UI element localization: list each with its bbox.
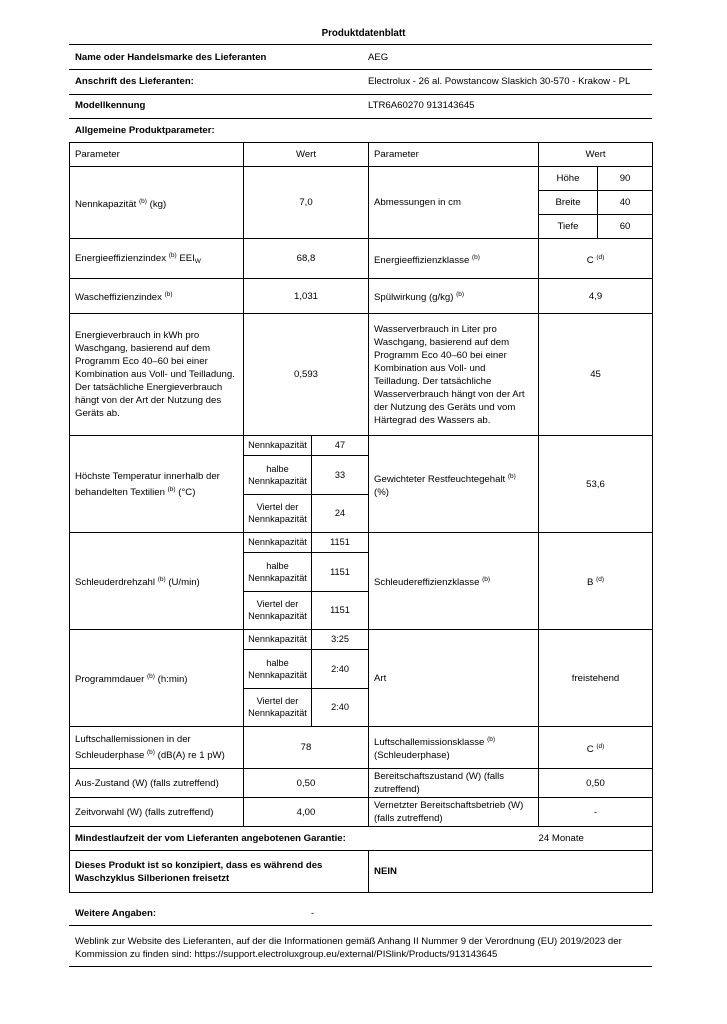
rated-capacity-label: Nennkapazität $^{(b)}$ (kg) xyxy=(70,167,244,239)
supplier-name-label: Name oder Handelsmarke des Lieferanten xyxy=(75,52,267,63)
table-row xyxy=(70,727,653,769)
rated-capacity-value: 7,0 xyxy=(244,167,369,239)
general-heading: Allgemeine Produktparameter: xyxy=(75,125,215,136)
silver-ions-value: NEIN xyxy=(369,851,653,893)
header-value-right: Wert xyxy=(539,143,653,167)
divider xyxy=(69,69,652,70)
silver-ions-label: Dieses Produkt ist so konzipiert, dass es während des Waschzyklus Silberionen freisetzt xyxy=(70,851,369,893)
wash-eff-label: Wascheffizienzindex $^{(b)}$ xyxy=(70,279,244,314)
spin-speed-subtable xyxy=(244,533,368,629)
table-row xyxy=(70,533,653,630)
load-full-label: Nennkapazität xyxy=(244,533,312,552)
height-label: Höhe xyxy=(539,167,598,191)
width-value: 40 xyxy=(598,191,653,215)
duration-label: Programmdauer $^{(b)}$ (h:min) xyxy=(70,630,244,727)
warranty-value: 24 Monate xyxy=(539,827,653,851)
table-row xyxy=(70,167,653,191)
depth-label: Tiefe xyxy=(539,215,598,239)
divider xyxy=(69,925,652,926)
standby-label: Bereitschaftszustand (W) (falls zutreffend) xyxy=(369,769,539,798)
divider xyxy=(69,44,652,45)
load-half-label: halbe Nennkapazität xyxy=(244,649,312,688)
energy-class-label: Energieeffizienzklasse $^{(b)}$ xyxy=(369,239,539,279)
networked-standby-value: - xyxy=(539,798,653,827)
eei-label: Energieeffizienzindex $^{(b)}$ $EEI_W$ xyxy=(70,239,244,279)
rinse-value: 4,9 xyxy=(539,279,653,314)
max-temp-half: 33 xyxy=(312,455,369,494)
max-temp-full: 47 xyxy=(312,436,369,455)
spin-speed-full: 1151 xyxy=(312,533,369,552)
height-value: 90 xyxy=(598,167,653,191)
spin-speed-half: 1151 xyxy=(312,552,369,591)
table-row xyxy=(70,827,653,851)
spin-speed-quarter: 1151 xyxy=(330,605,350,616)
table-row xyxy=(70,851,653,893)
water-consumption-label: Wasserverbrauch in Liter pro Waschgang, basierend auf dem Programm Eco 40–60 bei einer Kombination aus Voll- und Teilladung. Der tatsächliche Wasserverbrauch hängt von der Art der Nutzung des Geräts und vom Härtegrad des Wassers ab. xyxy=(369,314,539,436)
spin-class-label: Schleudereffizienzklasse $^{(b)}$ xyxy=(369,533,539,630)
max-temp-subtable xyxy=(244,436,368,532)
page-title: Produktdatenblatt xyxy=(321,28,406,39)
width-label: Breite xyxy=(539,191,598,215)
table-row xyxy=(70,798,653,827)
divider xyxy=(69,94,652,95)
table-row xyxy=(70,314,653,436)
duration-quarter: 2:40 xyxy=(331,702,349,713)
header-value-left: Wert xyxy=(244,143,369,167)
max-temp-quarter: 24 xyxy=(334,508,346,519)
table-row xyxy=(70,279,653,314)
networked-standby-label: Vernetzter Bereitschaftsbetrieb (W) (falls zutreffend) xyxy=(369,798,539,827)
duration-full: 3:25 xyxy=(312,630,369,649)
weblink-text: Weblink zur Website des Lieferanten, auf der die Informationen gemäß Anhang II Nummer 9 der Verordnung (EU) 2019/2023 der Kommission zu finden sind: https://support.electroluxgroup.eu/external/PISlink/Products/913143645 xyxy=(75,936,622,960)
further-value: - xyxy=(311,908,315,919)
type-label: Art xyxy=(369,630,539,727)
duration-subtable xyxy=(244,630,368,726)
type-value: freistehend xyxy=(539,630,653,727)
max-temp-values xyxy=(244,436,369,533)
load-quarter-label: Viertel der Nennkapazität xyxy=(244,494,312,532)
duration-values xyxy=(244,630,369,727)
model-label: Modellkennung xyxy=(75,100,146,111)
supplier-name-value: AEG xyxy=(368,52,389,63)
wash-eff-value: 1,031 xyxy=(244,279,369,314)
off-mode-value: 0,50 xyxy=(244,769,369,798)
header-param-left: Parameter xyxy=(70,143,244,167)
load-full-label: Nennkapazität xyxy=(244,630,312,649)
spin-speed-label: Schleuderdrehzahl $^{(b)}$ (U/min) xyxy=(70,533,244,630)
parameter-table xyxy=(69,142,653,893)
energy-consumption-value: 0,593 xyxy=(244,314,369,436)
standby-value: 0,50 xyxy=(539,769,653,798)
load-half-label: halbe Nennkapazität xyxy=(244,455,312,494)
noise-class-label: Luftschallemissionsklasse $^{(b)}$ (Schleuderphase) xyxy=(369,727,539,769)
header-param-right: Parameter xyxy=(369,143,539,167)
depth-value: 60 xyxy=(598,215,653,239)
eei-value: 68,8 xyxy=(244,239,369,279)
table-row xyxy=(70,630,653,727)
residual-moisture-label: Gewichteter Restfeuchtegehalt $^{(b)}$ (%) xyxy=(369,436,539,533)
divider xyxy=(69,966,652,967)
off-mode-label: Aus-Zustand (W) (falls zutreffend) xyxy=(70,769,244,798)
warranty-label: Mindestlaufzeit der vom Lieferanten angebotenen Garantie: xyxy=(70,827,539,851)
table-row xyxy=(70,239,653,279)
divider xyxy=(69,118,652,119)
energy-consumption-label: Energieverbrauch in kWh pro Waschgang, basierend auf dem Programm Eco 40–60 bei einer Kombination aus Voll- und Teilladung. Der tatsächliche Energieverbrauch hängt von der Art der Nutzung des Geräts ab. xyxy=(70,314,244,436)
supplier-address-label: Anschrift des Lieferanten: xyxy=(75,76,194,87)
noise-value: 78 xyxy=(244,727,369,769)
water-consumption-value: 45 xyxy=(539,314,653,436)
load-quarter-label: Viertel der Nennkapazität xyxy=(244,591,312,629)
table-row xyxy=(70,769,653,798)
table-row xyxy=(70,436,653,533)
residual-moisture-value: 53,6 xyxy=(539,436,653,533)
load-half-label: halbe Nennkapazität xyxy=(244,552,312,591)
rinse-label: Spülwirkung (g/kg) $^{(b)}$ xyxy=(369,279,539,314)
noise-label: Luftschallemissionen in der Schleuderphase $^{(b)}$ (dB(A) re 1 pW) xyxy=(70,727,244,769)
load-quarter-label: Viertel der Nennkapazität xyxy=(244,688,312,726)
spin-class-value: B $^{(d)}$ xyxy=(539,533,653,630)
delay-start-label: Zeitvorwahl (W) (falls zutreffend) xyxy=(70,798,244,827)
table-header-row xyxy=(70,143,653,167)
load-full-label: Nennkapazität xyxy=(244,436,312,455)
energy-class-value: C $^{(d)}$ xyxy=(539,239,653,279)
delay-start-value: 4,00 xyxy=(244,798,369,827)
model-value: LTR6A60270 913143645 xyxy=(368,100,475,111)
noise-class-value: C $^{(d)}$ xyxy=(539,727,653,769)
dimensions-label: Abmessungen in cm xyxy=(369,167,539,239)
spin-speed-values xyxy=(244,533,369,630)
max-temp-label: Höchste Temperatur innerhalb der behandelten Textilien $^{(b)}$ (°C) xyxy=(70,436,244,533)
further-label: Weitere Angaben: xyxy=(75,908,157,919)
supplier-address-value: Electrolux - 26 al. Powstancow Slaskich 30-570 - Krakow - PL xyxy=(368,76,631,87)
duration-half: 2:40 xyxy=(312,649,369,688)
